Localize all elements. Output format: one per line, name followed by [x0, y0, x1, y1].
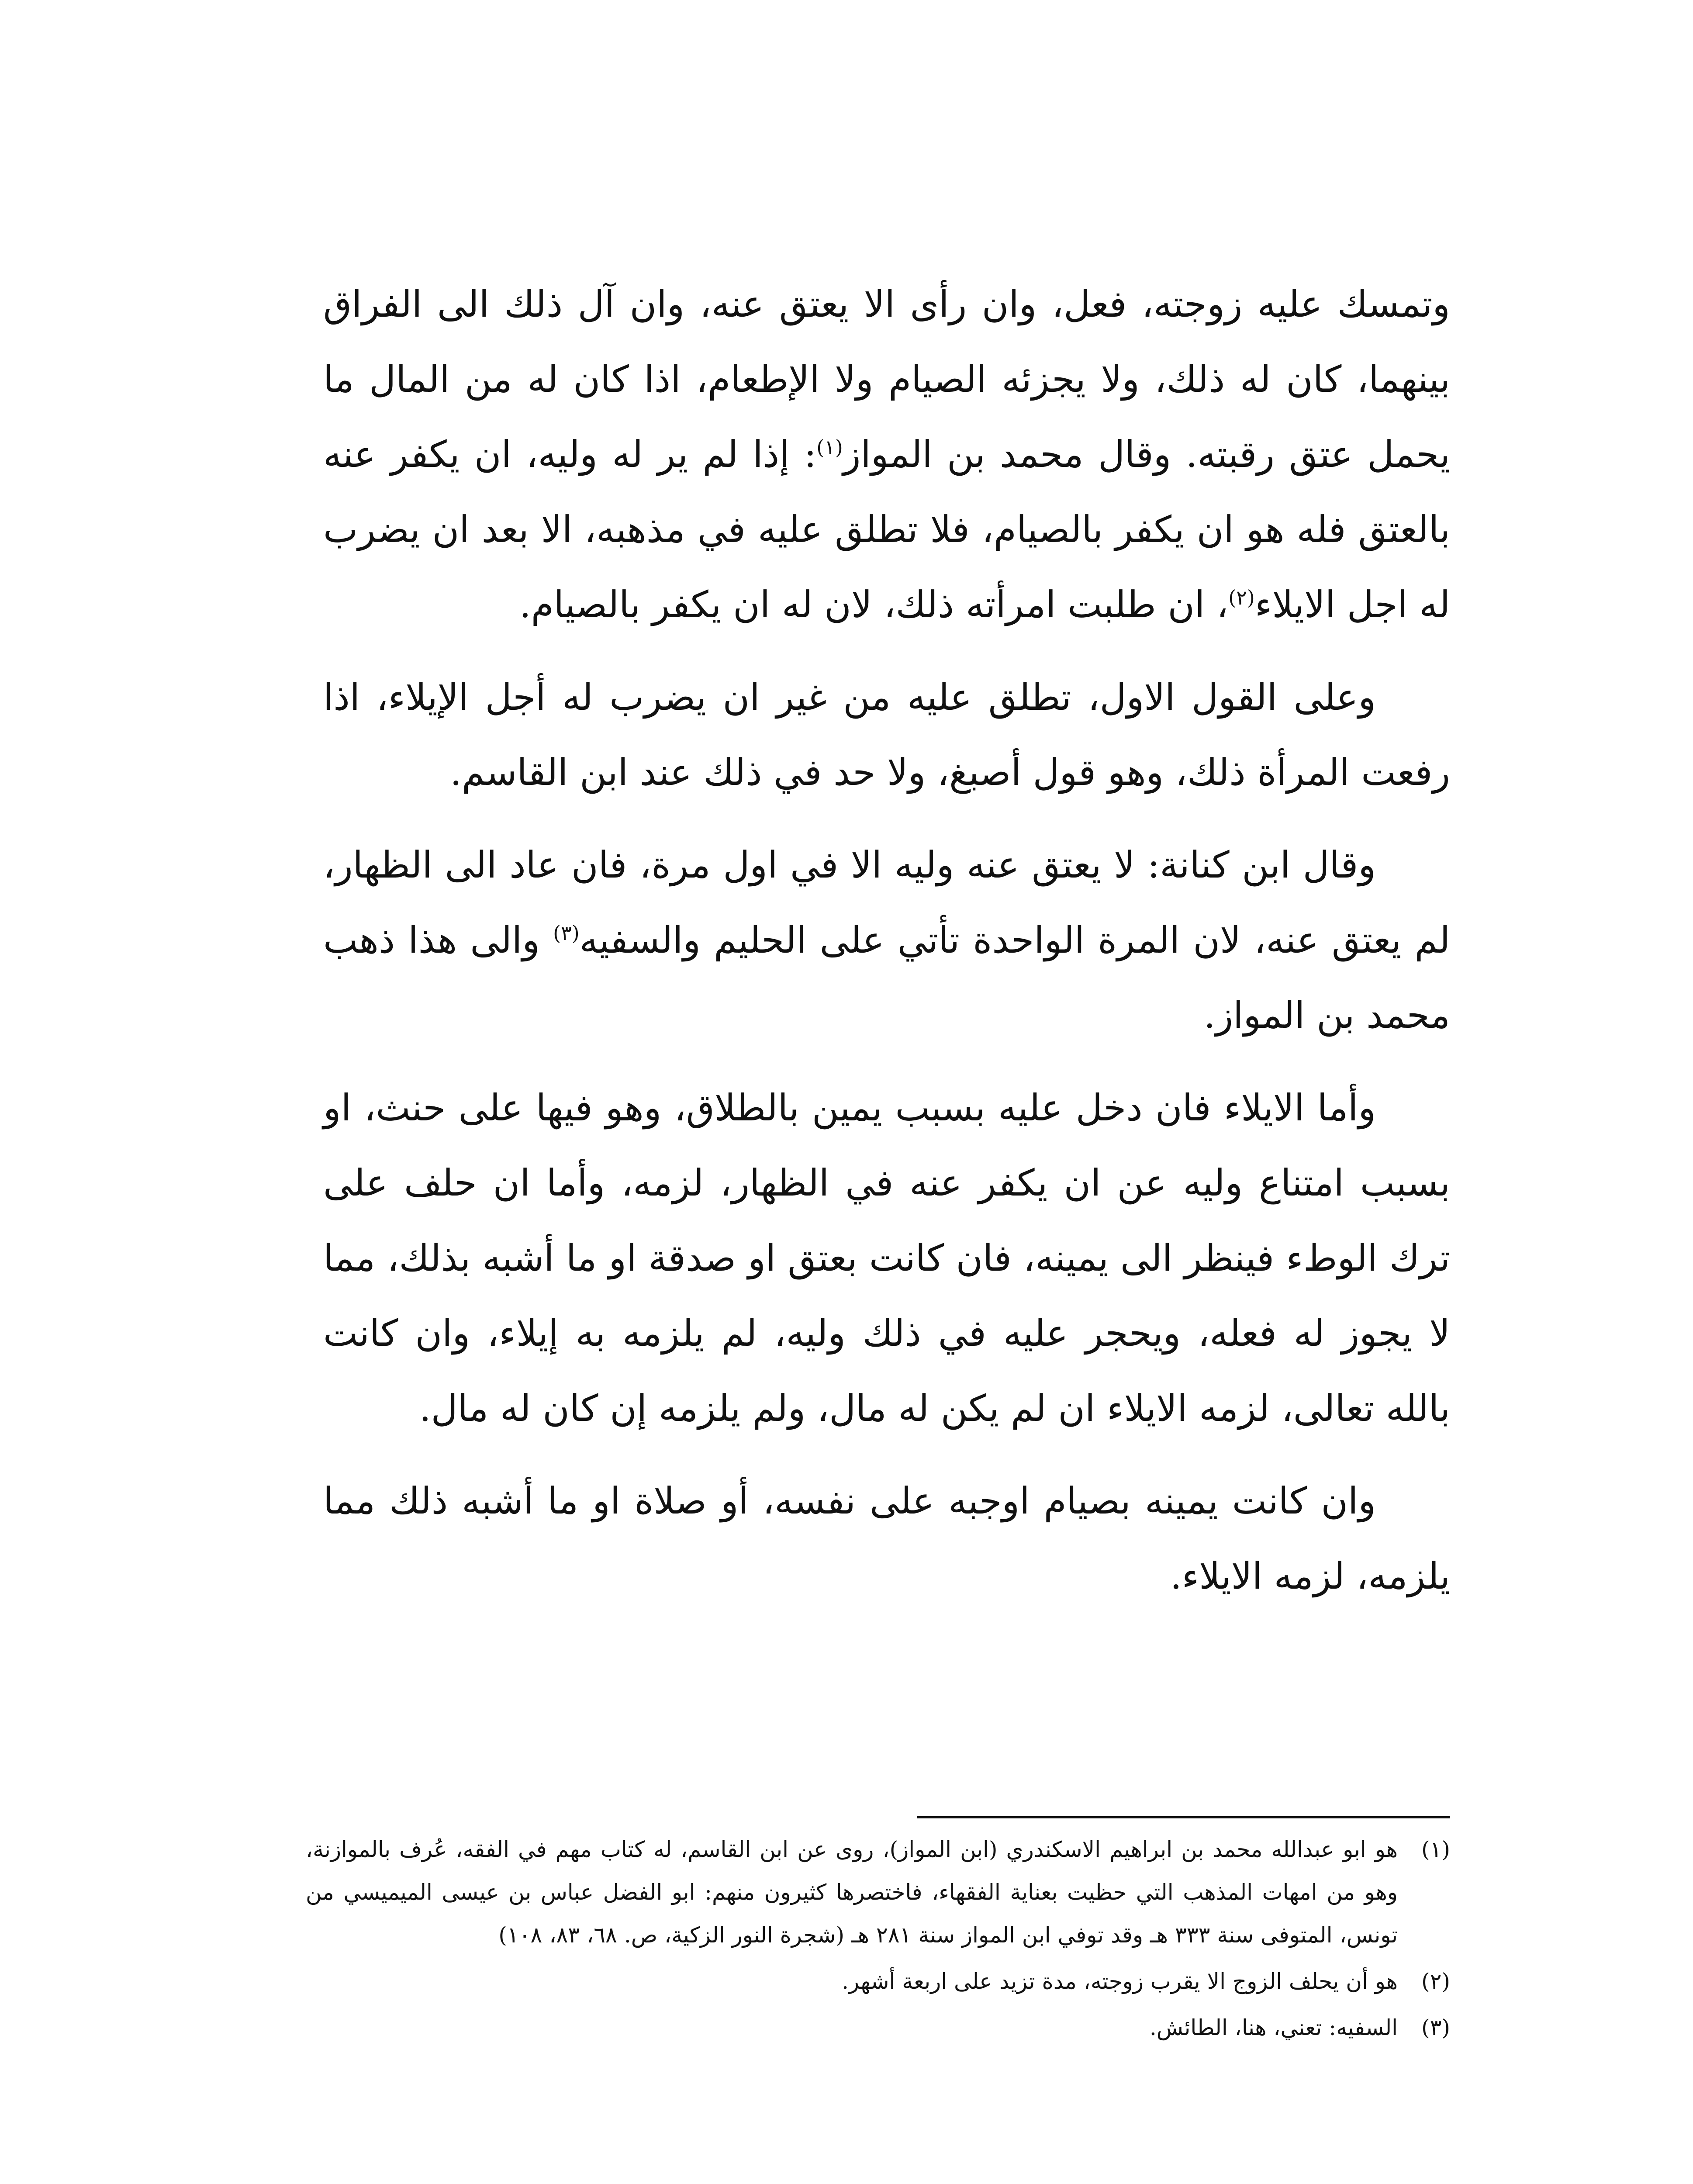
- paragraph-4-text: وأما الايلاء فان دخل عليه بسبب يمين بالطلاق، وهو فيها على حنث، او بسبب امتناع وليه عن ان يكفر عنه في الظهار، لزمه، وأما ان حلف على ترك الوطء فينظر الى يمينه، فان كانت بعتق او صدقة او ما أشبه بذلك، مما لا يجوز له فعله، ويحجر عليه في ذلك وليه، لم يلزمه به إيلاء، وان كانت بالله تعالى، لزمه الايلاء ان لم يكن له مال، ولم يلزمه إن كان له مال.: [323, 1086, 1450, 1430]
- paragraph-1-text-c: ، ان طلبت امرأته ذلك، لان له ان يكفر بالصيام.: [519, 583, 1229, 626]
- paragraph-5: [323, 1463, 1450, 1614]
- footnote-2: [306, 1960, 1450, 2003]
- footnote-ref-2: (٢): [1228, 586, 1255, 609]
- footnote-3-number: (٣): [1421, 2015, 1450, 2040]
- footnote-2-text: هو أن يحلف الزوج الا يقرب زوجته، مدة تزيد على اربعة أشهر.: [842, 1969, 1398, 1994]
- paragraph-5-text: وان كانت يمينه بصيام اوجبه على نفسه، أو صلاة او ما أشبه ذلك مما يلزمه، لزمه الايلاء.: [323, 1479, 1450, 1597]
- paragraph-1-text-a: وتمسك عليه زوجته، فعل، وان رأى الا يعتق عنه، وان آل ذلك الى الفراق بينهما، كان له ذلك، ولا يجزئه الصيام ولا الإطعام، اذا كان له من المال ما يحمل عتق رقبته. وقال محمد بن المواز: [323, 283, 1450, 476]
- main-text-block: [323, 266, 1450, 1614]
- footnote-2-number: (٢): [1421, 1969, 1450, 1994]
- paragraph-1-text-b: : إذا لم ير له وليه، ان يكفر عنه بالعتق فله هو ان يكفر بالصيام، فلا تطلق عليه في مذهبه، الا بعد ان يضرب له اجل الايلاء: [323, 433, 1450, 626]
- paragraph-1: [323, 266, 1450, 642]
- footnote-ref-3: (٣): [553, 921, 580, 945]
- footnote-3: [306, 2006, 1450, 2049]
- paragraph-3-text-b: والى هذا ذهب محمد بن المواز.: [323, 919, 1450, 1037]
- footnote-3-text: السفيه: تعني، هنا، الطائش.: [1149, 2015, 1398, 2040]
- footnote-ref-1: (١): [816, 435, 843, 459]
- footnote-1-number: (١): [1421, 1837, 1450, 1862]
- footnote-divider: [917, 1816, 1450, 1818]
- paragraph-4: [323, 1070, 1450, 1446]
- footnotes-section: [306, 1828, 1450, 2053]
- paragraph-2-text: وعلى القول الاول، تطلق عليه من غير ان يضرب له أجل الإيلاء، اذا رفعت المرأة ذلك، وهو قول أصبغ، ولا حد في ذلك عند ابن القاسم.: [323, 676, 1450, 794]
- footnote-1: [306, 1828, 1450, 1956]
- footnote-1-text: هو ابو عبدالله محمد بن ابراهيم الاسكندري (ابن المواز)، روى عن ابن القاسم، له كتاب مهم في الفقه، عُرف بالموازنة، وهو من امهات المذهب التي حظيت بعناية الفقهاء، فاختصرها كثيرون منهم: ابو الفضل عباس بن عيسى الميميسي من تونس، المتوفى سنة ٣٣٣ هـ وقد توفي ابن المواز سنة ٢٨١ هـ (شجرة النور الزكية، ص. ٦٨، ٨٣، ١٠٨): [306, 1837, 1398, 1948]
- paragraph-3-text-a: وقال ابن كنانة: لا يعتق عنه وليه الا في اول مرة، فان عاد الى الظهار، لم يعتق عنه، لان المرة الواحدة تأتي على الحليم والسفيه: [323, 843, 1450, 961]
- paragraph-2: [323, 660, 1450, 810]
- paragraph-3: [323, 827, 1450, 1053]
